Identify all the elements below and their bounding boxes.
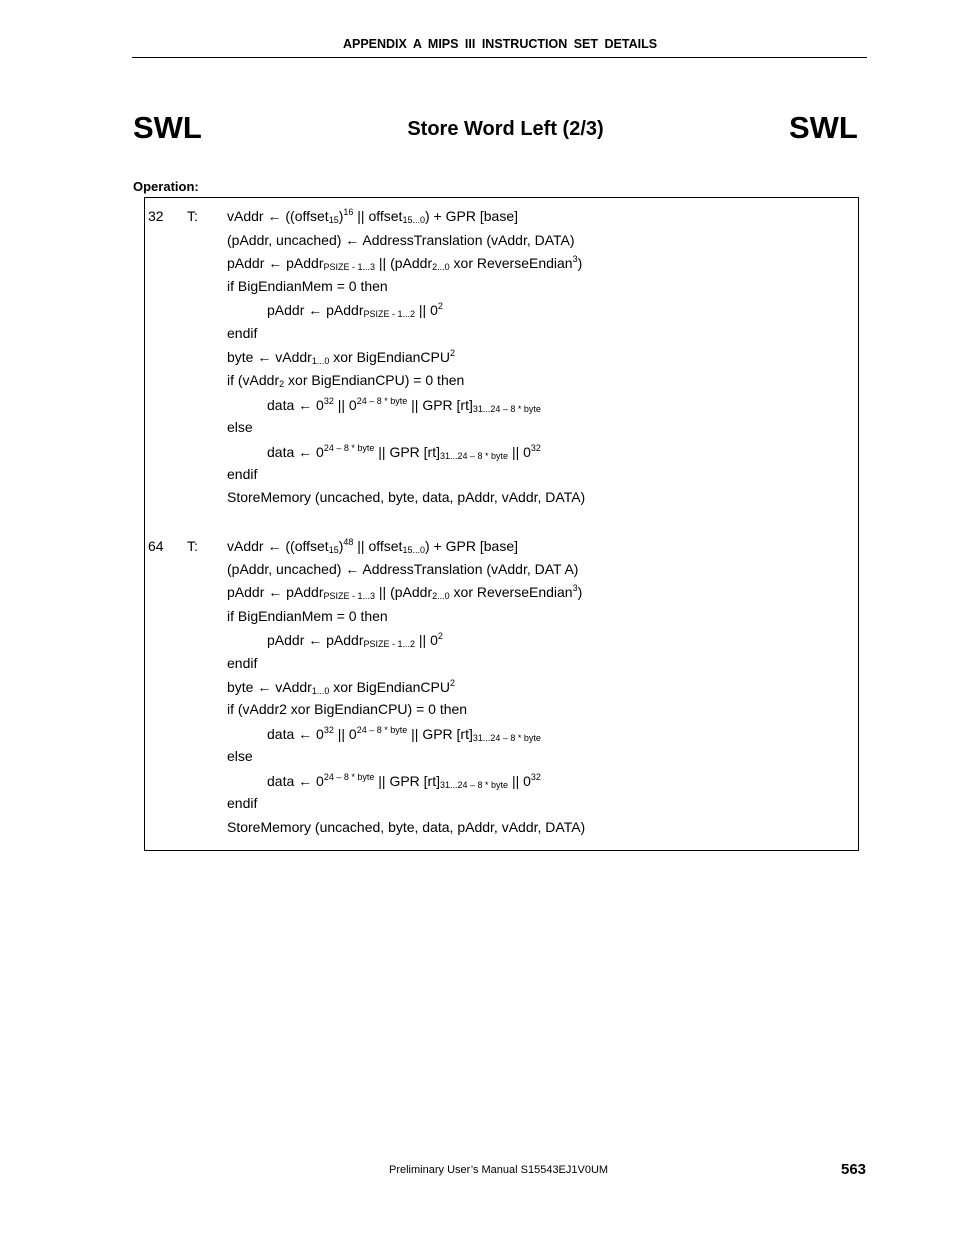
else-32: else <box>227 419 253 435</box>
paddr-calc-32: pAddr ← pAddr$_{PSIZE - 1...3}$ || (pAddr$_{2...0}$ xor ReverseEndian$^3$) <box>227 254 583 272</box>
mnemonic-right: SWL <box>789 110 858 145</box>
mode-32-label: 32 <box>148 208 164 224</box>
byte-calc-32: byte ← vAddr$_{1...0}$ xor BigEndianCPU$^2$ <box>227 348 455 366</box>
footer-manual-id: Preliminary User’s Manual S15543EJ1V0UM <box>389 1164 609 1176</box>
address-translation-64: (pAddr, uncached) ← AddressTranslation (vAddr, DAT A) <box>227 561 579 577</box>
page-number: 563 <box>841 1161 867 1178</box>
paddr-align-64: pAddr ← pAddr$_{PSIZE - 1...2}$ || $0^2$ <box>267 631 443 649</box>
if-vaddr2-32: if (vAddr$_2$ xor BigEndianCPU) = 0 then <box>227 372 465 389</box>
vaddr-calc-32: vAddr ← ((offset$_{15}$)$^{16}$ || offset$_{15...0}$) + GPR [base] <box>227 207 518 225</box>
data-calc-else-32: data ← $0^{24 - 8 * byte}$ || GPR $[rt]_{31...24 - 8 * byte}$ || $0^{32}$ <box>267 443 541 461</box>
endif-32-a: endif <box>227 325 258 341</box>
else-64: else <box>227 748 253 764</box>
header-rule <box>132 57 867 58</box>
operation-label: Operation: <box>133 179 199 194</box>
data-calc-else-64: data ← $0^{24 - 8 * byte}$ || GPR $[rt]_{31...24 - 8 * byte}$ || $0^{32}$ <box>267 772 541 790</box>
store-memory-32: StoreMemory (uncached, byte, data, pAddr, vAddr, DATA) <box>227 489 586 505</box>
paddr-align-32: pAddr ← pAddr$_{PSIZE - 1...2}$ || $0^2$ <box>267 301 443 319</box>
if-bigendianmem-64: if BigEndianMem = 0 then <box>227 608 388 624</box>
data-calc-then-64: data ← $0^{32}$ || $0^{24 - 8 * byte}$ || GPR $[rt]_{31...24 - 8 * byte}$ <box>267 725 541 743</box>
store-memory-64: StoreMemory (uncached, byte, data, pAddr, vAddr, DATA) <box>227 819 586 835</box>
data-calc-then-32: data ← $0^{32}$ || $0^{24 - 8 * byte}$ || GPR $[rt]_{31...24 - 8 * byte}$ <box>267 396 541 414</box>
endif-64-a: endif <box>227 655 258 671</box>
stage-label-64: T: <box>187 538 198 554</box>
address-translation-32: (pAddr, uncached) ← AddressTranslation (vAddr, DATA) <box>227 232 575 248</box>
mnemonic-left: SWL <box>133 110 202 145</box>
endif-64-b: endif <box>227 795 258 811</box>
byte-calc-64: byte ← vAddr$_{1...0}$ xor BigEndianCPU$^2$ <box>227 678 455 696</box>
paddr-calc-64: pAddr ← pAddr$_{PSIZE - 1...3}$ || (pAddr$_{2...0}$ xor ReverseEndian$^3$) <box>227 583 583 601</box>
instruction-title: Store Word Left (2/3) <box>407 118 604 140</box>
if-vaddr2-64: if (vAddr2 xor BigEndianCPU) = 0 then <box>227 701 468 717</box>
stage-label-32: T: <box>187 208 198 224</box>
vaddr-calc-64: vAddr ← ((offset$_{15}$)$^{48}$ || offset$_{15...0}$) + GPR [base] <box>227 537 518 555</box>
page-header: APPENDIX A MIPS III INSTRUCTION SET DETAILS <box>342 37 658 51</box>
mode-64-label: 64 <box>148 538 164 554</box>
endif-32-b: endif <box>227 466 258 482</box>
if-bigendianmem-32: if BigEndianMem = 0 then <box>227 278 388 294</box>
